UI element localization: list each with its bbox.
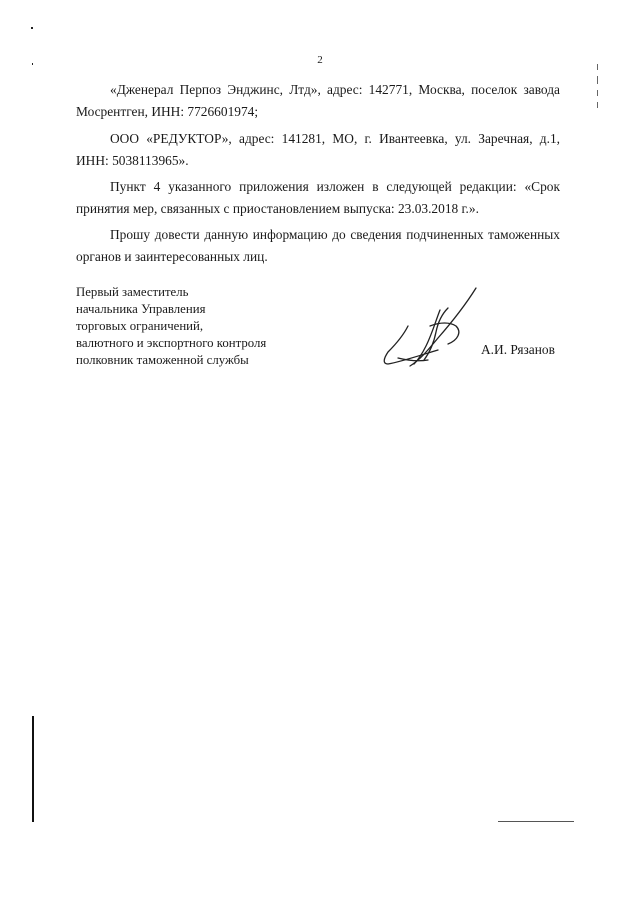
signatory-title-line: начальника Управления <box>76 302 206 316</box>
scan-speck <box>31 27 33 29</box>
signatory-title-line: полковник таможенной службы <box>76 353 249 367</box>
handwritten-signature <box>378 286 482 378</box>
scan-bottom-line <box>498 821 574 822</box>
signatory-title-line: валютного и экспортного контроля <box>76 336 267 350</box>
scan-edge-line <box>32 716 34 822</box>
paragraph-request: Прошу довести данную информацию до сведения подчиненных таможенных органов и заинтересованных лиц. <box>76 227 560 264</box>
scan-edge-marks <box>597 64 598 110</box>
paragraph-address-general-purpose-engines: «Дженерал Перпоз Энджинс, Лтд», адрес: 142771, Москва, поселок завода Мосрентген, ИНН: 7726601974; <box>76 82 560 119</box>
signatory-title-line: торговых ограничений, <box>76 319 204 333</box>
signatory-name: А.И. Рязанов <box>481 342 555 357</box>
paragraph-item-4: Пункт 4 указанного приложения изложен в следующей редакции: «Срок принятия мер, связанных с приостановлением выпуска: 23.03.2018 г.». <box>76 179 560 216</box>
page-number: 2 <box>317 54 323 66</box>
signatory-title <box>76 284 306 369</box>
paragraph-address-reduktor: ООО «РЕДУКТОР», адрес: 141281, МО, г. Ивантеевка, ул. Заречная, д.1, ИНН: 5038113965». <box>76 131 560 168</box>
signatory-title-line: Первый заместитель <box>76 285 189 299</box>
